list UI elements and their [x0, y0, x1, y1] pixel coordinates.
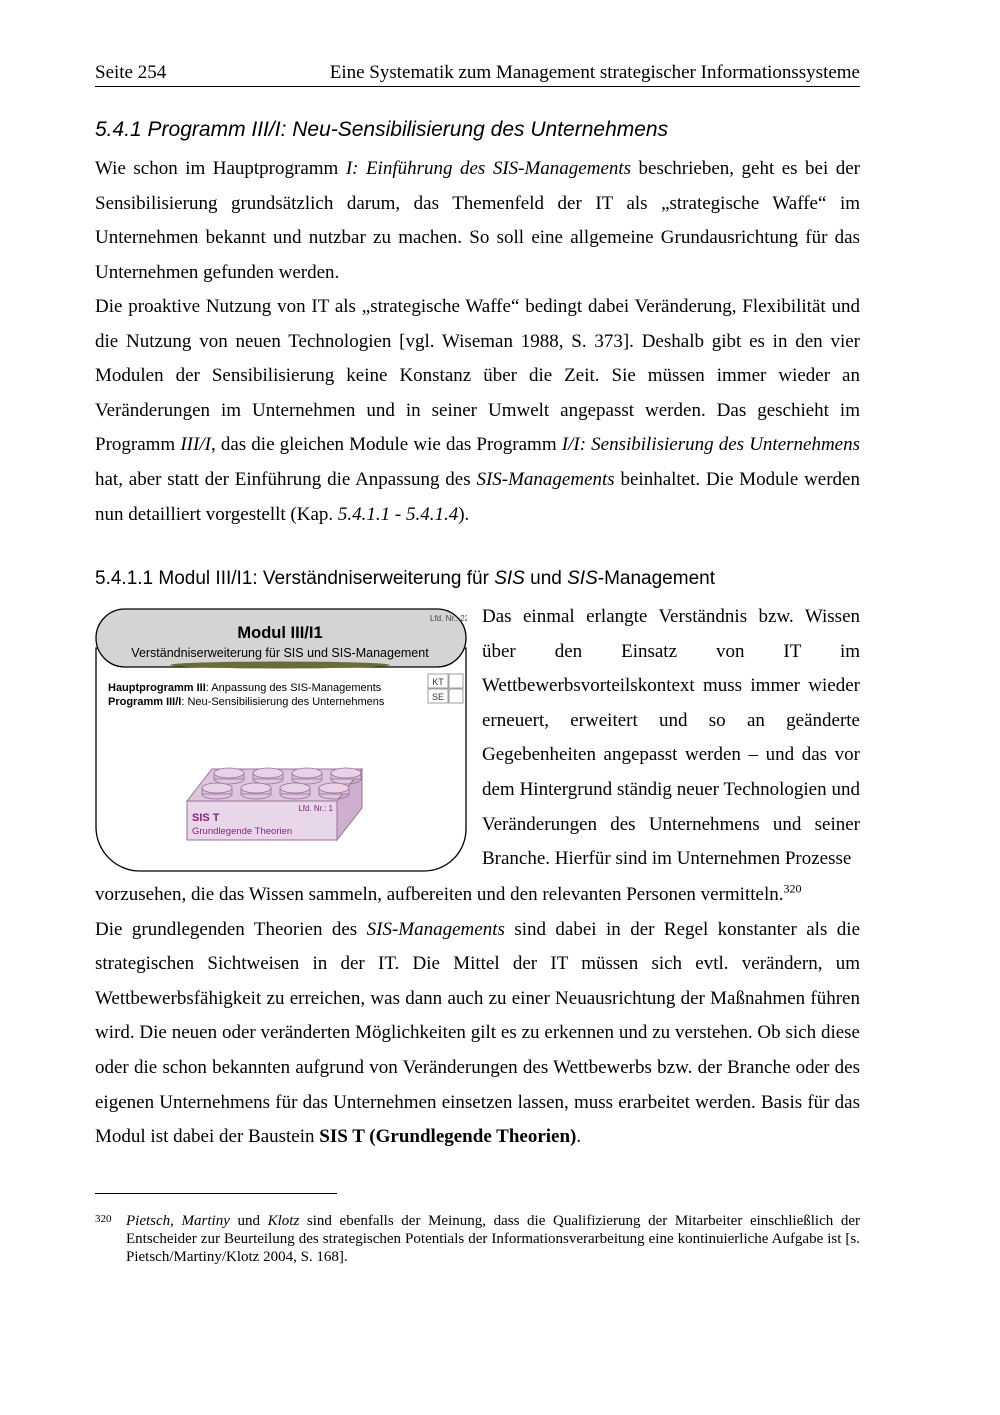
module-subtitle: Verständniserweiterung für SIS und SIS-Management	[131, 646, 429, 660]
brick-title: SIS T	[192, 812, 220, 824]
module-figure	[95, 608, 467, 872]
paragraph-2: Die proaktive Nutzung von IT als „strategische Waffe“ bedingt dabei Veränderung, Flexibilität und die Nutzung von neuen Technologien [vgl. Wiseman 1988, S. 373]. Deshalb gibt es in den vier Modulen der Sensibilisierung keine Konstanz über die Zeit. Sie müssen immer wieder an Veränderungen im Unternehmen und in seiner Umwelt angepasst werden. Das geschieht im Programm III/I, das die gleichen Module wie das Programm I/I: Sensibilisierung des Unternehmens hat, aber statt der Einführung die Anpassung des SIS-Managements beinhaltet. Die Module werden nun detailliert vorgestellt (Kap. 5.4.1.1 - 5.4.1.4).	[95, 296, 861, 525]
program-line-1: Hauptprogramm III: Anpassung des SIS-Managements	[108, 682, 382, 694]
brick-lfd-nr: Lfd. Nr.: 1	[298, 804, 333, 813]
module-lfd-nr: Lfd. Nr.: 22	[430, 614, 467, 623]
brick-stud	[253, 768, 283, 778]
running-title: Eine Systematik zum Management strategischer Informationssysteme	[329, 62, 860, 83]
module-title: Modul III/I1	[237, 624, 323, 642]
kt-checkbox	[449, 674, 463, 688]
paragraph-3-wrapped: Das einmal erlangte Verständnis bzw. Wissen über den Einsatz von IT im Wettbewerbsvorteilskontext muss immer wieder erneuert, erweitert und so an geänderte Gegebenheiten angepasst werden – und das vor dem Hintergrund ständig neuer Technologien und Veränderungen des Unternehmens und seiner Branche. Hierfür sind im Unternehmen Prozesse	[482, 606, 860, 870]
brick-stud	[292, 768, 322, 778]
program-line-2: Programm III/I: Neu-Sensibilisierung des Unternehmens	[108, 696, 385, 708]
brick-stud	[241, 783, 271, 793]
kt-label: KT	[432, 677, 444, 687]
footnote-separator	[95, 1193, 337, 1194]
brick-icon	[187, 768, 362, 840]
footnote	[95, 1212, 860, 1266]
se-label: SE	[431, 692, 445, 702]
paragraph-4: vorzusehen, die das Wissen sammeln, aufbereiten und den relevanten Personen vermitteln.$^{320}$ Die grundlegenden Theorien des SIS-Managements sind dabei in der Regel konstanter als die strategischen Sichtweisen in der IT. Die Mittel der IT müssen sich evtl. verändern, um Wettbewerbsfähigkeit zu erreichen, was dann auch zu einer Neuausrichtung der Maßnahmen führen wird. Die neuen oder veränderten Möglichkeiten gilt es zu erkennen und zu verstehen. Ob sich diese oder die schon bekannten aufgrund von Veränderungen des Wettbewerbs bzw. der Branche oder des eigenen Unternehmens für das Unternehmen einsetzen lassen, muss erarbeitet werden. Basis für das Modul ist dabei der Baustein SIS T (Grundlegende Theorien).	[95, 881, 860, 1148]
footnote-number: 320	[95, 1213, 112, 1225]
brick-subtitle: Grundlegende Theorien	[192, 826, 293, 837]
subsection-heading: 5.4.1.1 Modul III/I1: Verständniserweiterung für SIS und SIS-Management	[95, 568, 715, 589]
brick-stud	[280, 783, 310, 793]
module-card-graphic	[95, 608, 467, 872]
footnote-text: Pietsch, Martiny und Klotz sind ebenfalls der Meinung, dass die Qualifizierung der Mitarbeiter einschließlich der Entscheider zur Beurteilung des strategischen Potentials der Informationsverarbeitung eine kontinuierliche Aufgabe ist [s. Pietsch/Martiny/Klotz 2004, S. 168].	[126, 1213, 861, 1265]
brick-stud	[202, 783, 232, 793]
se-checkbox	[449, 689, 463, 703]
footnote-reference: 320	[783, 881, 802, 896]
header-underline	[170, 662, 390, 669]
brick-stud	[319, 783, 349, 793]
brick-stud	[331, 768, 361, 778]
section-heading: 5.4.1 Programm III/I: Neu-Sensibilisierung des Unternehmens	[95, 118, 669, 141]
brick-stud	[214, 768, 244, 778]
running-header	[95, 60, 860, 87]
paragraph-1: Wie schon im Hauptprogramm I: Einführung des SIS-Managements beschrieben, geht es bei der Sensibilisierung grundsätzlich darum, das Themenfeld der IT als „strategische Waffe“ im Unternehmen bekannt und nutzbar zu machen. So soll eine allgemeine Grundausrichtung für das Unternehmen gefunden werden.	[95, 158, 860, 283]
page-number: Seite 254	[95, 62, 167, 83]
